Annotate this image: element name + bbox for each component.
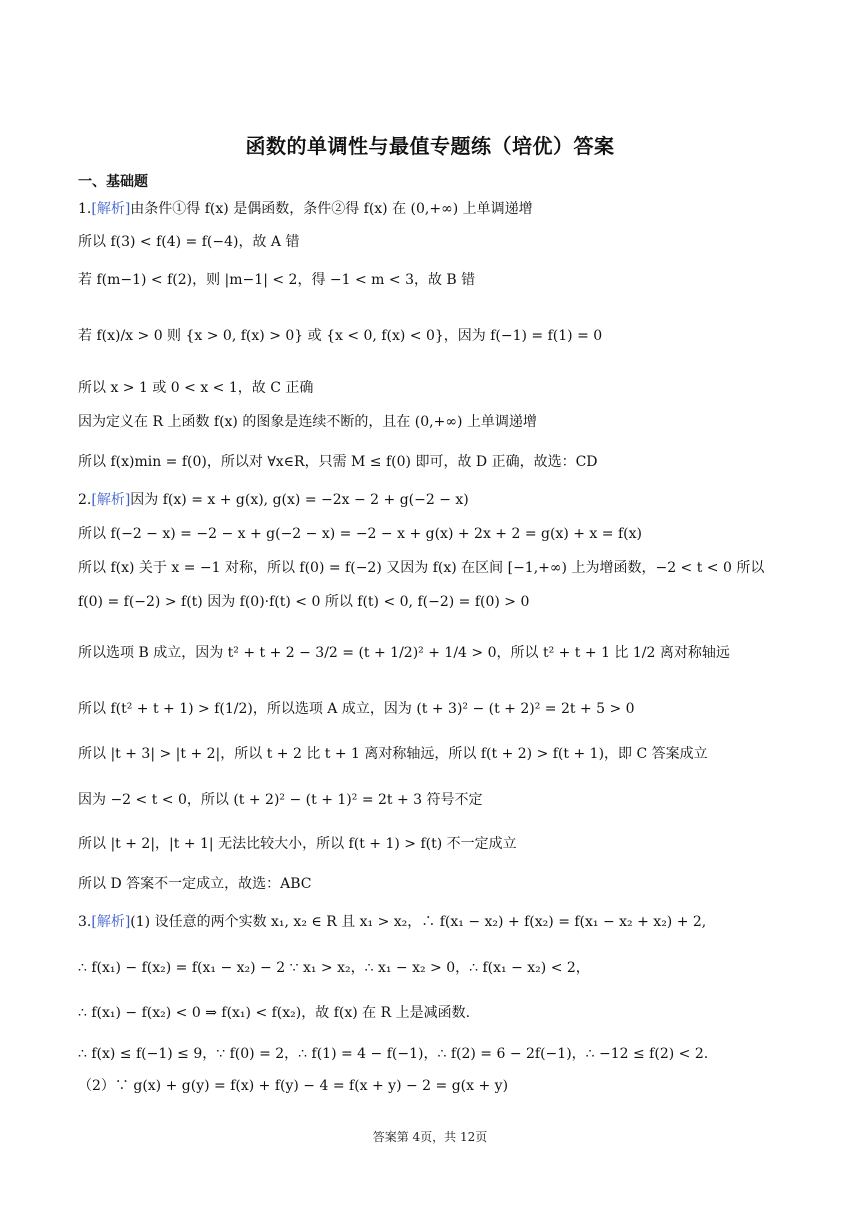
solution-line: f(0) = f(−2) > f(t) 因为 f(0)·f(t) < 0 所以 f(t) < 0, f(−2) = f(0) > 0	[78, 594, 530, 610]
solution-line-2: 2.[解析]因为 f(x) = x + g(x), g(x) = −2x − 2 + g(−2 − x)	[78, 492, 469, 508]
solution-line: 所以选项 B 成立，因为 t² + t + 2 − 3/2 = (t + 1/2)² + 1/4 > 0，所以 t² + t + 1 比 1/2 离对称轴远	[78, 645, 730, 661]
solution-line-1: 1.[解析]由条件①得 f(x) 是偶函数，条件②得 f(x) 在 (0,+∞) 上单调递增	[78, 201, 533, 217]
solution-line: 若 f(x)/x > 0 则 {x > 0, f(x) > 0} 或 {x < 0, f(x) < 0}，因为 f(−1) = f(1) = 0	[78, 328, 603, 344]
document-title: 函数的单调性与最值专题练（培优）答案	[245, 134, 615, 158]
solution-line: 所以 D 答案不一定成立，故选：ABC	[78, 876, 312, 892]
solution-line: 所以 f(3) < f(4) = f(−4)，故 A 错	[78, 234, 300, 250]
solution-line: 所以 f(t² + t + 1) > f(1/2)，所以选项 A 成立，因为 (t + 3)² − (t + 2)² = 2t + 5 > 0	[78, 701, 635, 717]
analysis-tag: [解析]	[91, 914, 131, 930]
analysis-tag: [解析]	[91, 201, 131, 217]
solution-line-3: 3.[解析](1) 设任意的两个实数 x₁, x₂ ∈ R 且 x₁ > x₂，∴ f(x₁ − x₂) + f(x₂) = f(x₁ − x₂ + x₂) + 2,	[78, 914, 707, 930]
solution-line: ∴ f(x₁) − f(x₂) < 0 ⇒ f(x₁) < f(x₂)，故 f(x) 在 R 上是减函数.	[78, 1005, 471, 1021]
section-heading: 一、基础题	[78, 174, 148, 190]
solution-line: ∴ f(x) ≤ f(−1) ≤ 9，∵ f(0) = 2，∴ f(1) = 4 − f(−1)，∴ f(2) = 6 − 2f(−1)，∴ −12 ≤ f(2) < 2.	[78, 1046, 709, 1062]
solution-line: （2）∵ g(x) + g(y) = f(x) + f(y) − 4 = f(x + y) − 2 = g(x + y)	[78, 1078, 509, 1094]
analysis-tag: [解析]	[91, 492, 131, 508]
solution-line: 所以 f(x)min = f(0)，所以对 ∀x∈R，只需 M ≤ f(0) 即可，故 D 正确，故选：CD	[78, 454, 598, 470]
solution-line: 所以 f(x) 关于 x = −1 对称，所以 f(0) = f(−2) 又因为 f(x) 在区间 [−1,+∞) 上为增函数，−2 < t < 0 所以	[78, 560, 765, 576]
page-footer: 答案第 4页，共 12页	[372, 1130, 488, 1144]
solution-line: 所以 x > 1 或 0 < x < 1，故 C 正确	[78, 380, 314, 396]
solution-line: 所以 f(−2 − x) = −2 − x + g(−2 − x) = −2 − x + g(x) + 2x + 2 = g(x) + x = f(x)	[78, 526, 642, 542]
solution-line: 所以 |t + 3| > |t + 2|，所以 t + 2 比 t + 1 离对称轴远，所以 f(t + 2) > f(t + 1)，即 C 答案成立	[78, 746, 708, 762]
solution-line: 因为定义在 R 上函数 f(x) 的图象是连续不断的，且在 (0,+∞) 上单调递增	[78, 414, 537, 430]
solution-line: 若 f(m−1) < f(2)，则 |m−1| < 2，得 −1 < m < 3，故 B 错	[78, 272, 476, 288]
solution-line: ∴ f(x₁) − f(x₂) = f(x₁ − x₂) − 2 ∵ x₁ > x₂，∴ x₁ − x₂ > 0，∴ f(x₁ − x₂) < 2，	[78, 960, 590, 976]
solution-line: 所以 |t + 2|，|t + 1| 无法比较大小，所以 f(t + 1) > f(t) 不一定成立	[78, 836, 517, 852]
solution-line: 因为 −2 < t < 0，所以 (t + 2)² − (t + 1)² = 2t + 3 符号不定	[78, 792, 483, 808]
